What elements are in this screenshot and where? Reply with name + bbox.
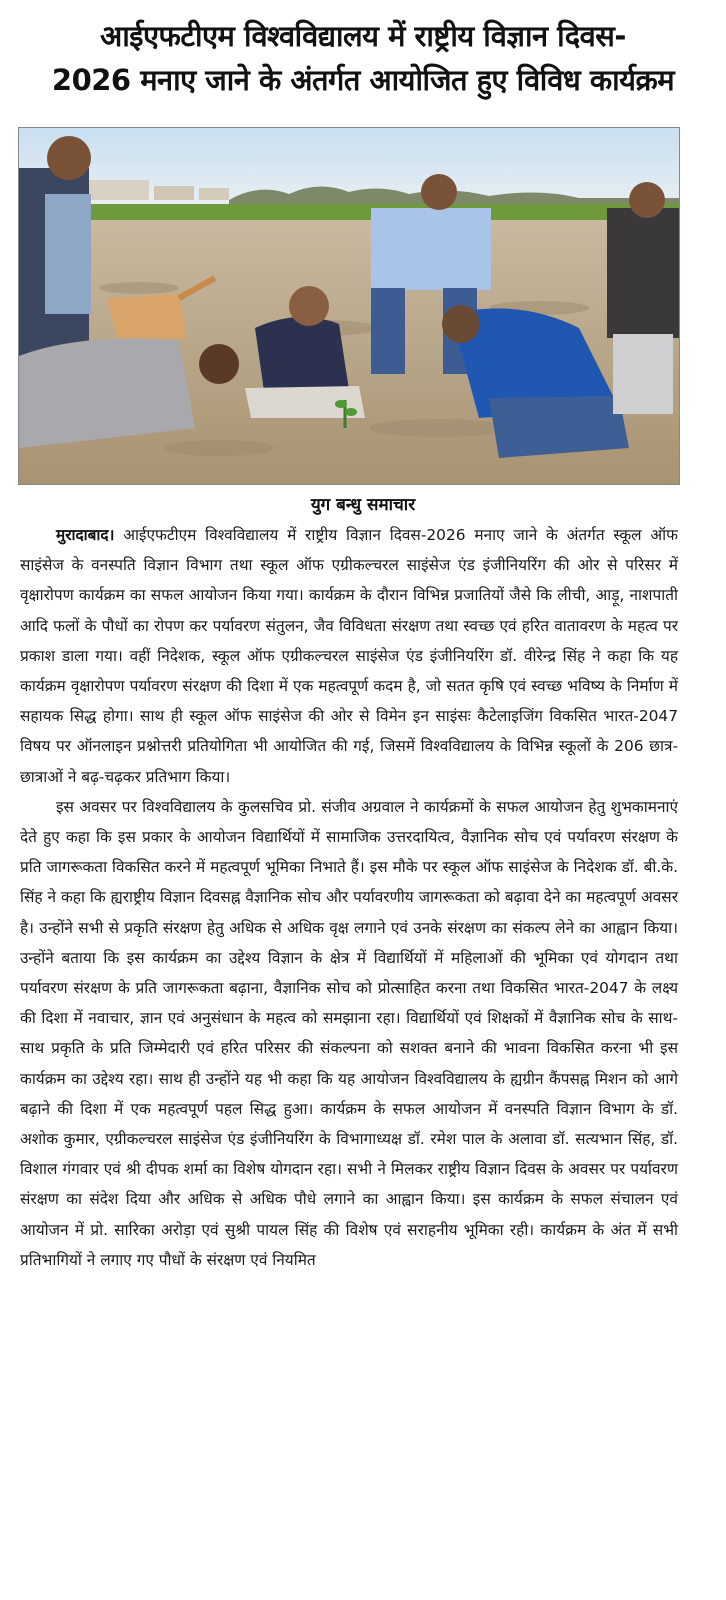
headline-line-2: 2026 मनाए जाने के अंतर्गत आयोजित हुए विविध कार्यक्रम	[51, 63, 675, 97]
news-photo	[18, 127, 680, 485]
paragraph-text: आईएफटीएम विश्वविद्यालय में राष्ट्रीय विज्ञान दिवस-2026 मनाए जाने के अंतर्गत स्कूल ऑफ साइंसेज के वनस्पति विज्ञान विभाग तथा स्कूल ऑफ एग्रीकल्चरल साइंसेज एंड इंजीनियरिंग की ओर से परिसर में वृक्षारोपण कार्यक्रम का सफल आयोजन किया गया। कार्यक्रम के दौरान विभिन्न प्रजातियों जैसे कि लीची, आड़ू, नाशपाती आदि फलों के पौधों का रोपण कर पर्यावरण संतुलन, जैव विविधता संरक्षण तथा स्वच्छ एवं हरित वातावरण के महत्व पर प्रकाश डाला गया। वहीं निदेशक, स्कूल ऑफ एग्रीकल्चरल साइंसेज एंड इंजीनियरिंग डॉ. वीरेन्द्र सिंह ने कहा कि यह कार्यक्रम वृक्षारोपण पर्यावरण संरक्षण की दिशा में एक महत्वपूर्ण कदम है, जो सतत कृषि एवं स्वच्छ भविष्य के निर्माण में सहायक सिद्ध होगा। साथ ही स्कूल ऑफ साइंसेज की ओर से विमेन इन साइंसः कैटेलाइजिंग विकसित भारत-2047 विषय पर ऑनलाइन प्रश्नोत्तरी प्रतियोगिता भी आयोजित की गई, जिसमें विश्वविद्यालय के विभिन्न स्कूलों के 206 छात्र-छात्राओं ने बढ़-चढ़कर प्रतिभाग किया।	[20, 526, 678, 786]
byline: युग बन्धु समाचार	[310, 495, 416, 515]
headline-line-1: आईएफटीएम विश्वविद्यालय में राष्ट्रीय विज्ञान दिवस-	[100, 19, 626, 53]
dateline: मुरादाबाद।	[56, 526, 115, 544]
headline	[0, 0, 726, 102]
article-paragraph: इस अवसर पर विश्वविद्यालय के कुलसचिव प्रो. संजीव अग्रवाल ने कार्यक्रमों के सफल आयोजन हेतु शुभकामनाएं देते हुए कहा कि इस प्रकार के आयोजन विद्यार्थियों में सामाजिक उत्तरदायित्व, वैज्ञानिक सोच एवं पर्यावरण संरक्षण के प्रति जागरूकता विकसित करने में महत्वपूर्ण भूमिका निभाते हैं। इस मौके पर स्कूल ऑफ साइंसेज के निदेशक डॉ. बी.के. सिंह ने कहा कि ह्यराष्ट्रीय विज्ञान दिवसह्न वैज्ञानिक सोच और पर्यावरणीय जागरूकता को बढ़ावा देने का महत्वपूर्ण अवसर है। उन्होंने सभी से प्रकृति संरक्षण हेतु अधिक से अधिक वृक्ष लगाने एवं उनके संरक्षण का संकल्प लेने का आह्वान किया। उन्होंने बताया कि इस कार्यक्रम का उद्देश्य विज्ञान के क्षेत्र में विद्यार्थियों में महिलाओं की भूमिका एवं योगदान तथा पर्यावरण संरक्षण के प्रति जागरूकता बढ़ाना, वैज्ञानिक सोच को प्रोत्साहित करना तथा विकसित भारत-2047 के लक्ष्य की दिशा में नवाचार, ज्ञान एवं अनुसंधान के महत्व को समझाना रहा। विद्यार्थियों एवं शिक्षकों में वैज्ञानिक सोच के साथ-साथ प्रकृति के प्रति जिम्मेदारी एवं हरित परिसर की संकल्पना को सशक्त बनाने की भावना विकसित करना भी इस कार्यक्रम का उद्देश्य रहा। साथ ही उन्होंने यह भी कहा कि यह आयोजन विश्वविद्यालय के ह्यग्रीन कैंपसह्न मिशन को आगे बढ़ाने की दिशा में एक महत्वपूर्ण पहल सिद्ध हुआ। कार्यक्रम के सफल आयोजन में वनस्पति विज्ञान विभाग के डॉ. अशोक कुमार, एग्रीकल्चरल साइंसेज एंड इंजीनियरिंग के विभागाध्यक्ष डॉ. रमेश पाल के अलावा डॉ. सत्यभान सिंह, डॉ. विशाल गंगवार एवं श्री दीपक शर्मा का विशेष योगदान रहा। सभी ने मिलकर राष्ट्रीय विज्ञान दिवस के अवसर पर पर्यावरण संरक्षण का संदेश दिया और अधिक से अधिक पौधे लगाने का आह्वान किया। इस कार्यक्रम के सफल संचालन एवं आयोजन में प्रो. सारिका अरोड़ा एवं सुश्री पायल सिंह की विशेष एवं सराहनीय भूमिका रही। कार्यक्रम के अंत में सभी प्रतिभागियों ने लगाए गए पौधों के संरक्षण एवं नियमित	[20, 797, 678, 1269]
article-paragraph	[20, 520, 678, 792]
article-body	[20, 520, 678, 1275]
